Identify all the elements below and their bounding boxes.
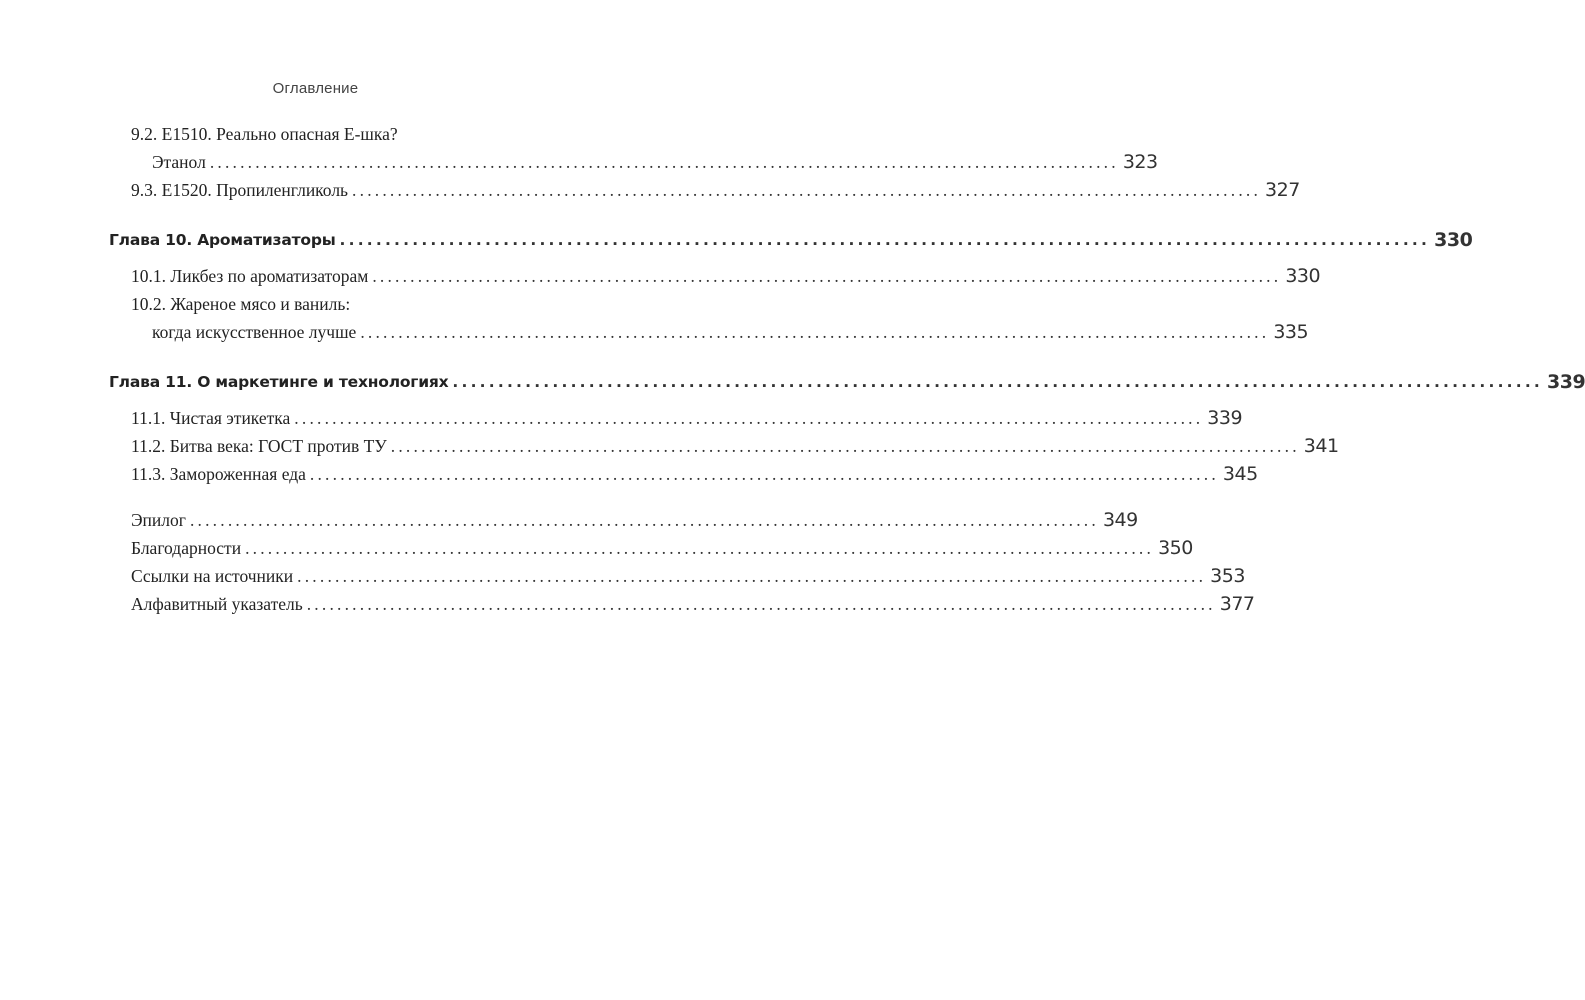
toc-entry-title: 11.2. Битва века: ГОСТ против ТУ	[131, 436, 387, 456]
toc-entry-references	[109, 562, 1245, 590]
dot-leader: ........................................................................................................................	[294, 408, 1204, 428]
toc-entry-title: 11.1. Чистая этикетка	[131, 408, 291, 428]
toc-page-number: 345	[1222, 463, 1258, 485]
toc-entry-9-2-line1: 9.2. E1510. Реально опасная Е-шка?	[131, 124, 398, 144]
dot-leader: ........................................................................................................................	[352, 180, 1262, 200]
dot-leader: ........................................................................................................................	[390, 436, 1300, 456]
toc-entry-epilogue	[109, 506, 1138, 534]
toc-page-number: 327	[1265, 179, 1300, 201]
dot-leader: ........................................................................................................................	[360, 322, 1270, 342]
toc-entry-title: Эпилог	[131, 510, 186, 530]
toc-entry-title: Этанол	[152, 152, 206, 172]
toc-entry-title: 11.3. Замороженная еда	[131, 464, 306, 484]
dot-leader: ........................................................................................................................	[189, 510, 1099, 530]
dot-leader: ........................................................................................................................	[306, 594, 1216, 614]
toc-page-number: 339	[1547, 371, 1585, 393]
toc-entry-11-1	[109, 404, 1243, 432]
dot-leader: ........................................................................................................................	[309, 464, 1219, 484]
toc-entry-9-2	[109, 148, 1158, 176]
toc-entry-9-3	[109, 176, 1300, 204]
toc-entry-acknowledgements	[109, 534, 1193, 562]
toc-chapter-title: Глава 11. О маркетинге и технологиях	[109, 373, 449, 391]
toc-chapter-10	[109, 226, 1473, 254]
running-head-title: Оглавление	[272, 80, 359, 97]
toc-page-number: 330	[1434, 229, 1473, 251]
toc-entry-10-1	[109, 262, 1321, 290]
toc-page-number: 330	[1285, 265, 1321, 287]
dot-leader: ........................................................................................................................	[209, 152, 1119, 172]
toc-chapter-title: Глава 10. Ароматизаторы	[109, 231, 336, 249]
toc-entry-10-2	[109, 318, 1309, 346]
toc-chapter-11	[109, 368, 1585, 396]
dot-leader: ........................................................................................................................	[297, 566, 1207, 586]
toc-entry-title: Благодарности	[131, 538, 242, 558]
toc-page-number: 353	[1210, 565, 1245, 587]
toc-entry-11-2	[109, 432, 1339, 460]
toc-entry-10-2-line1: 10.2. Жареное мясо и ваниль:	[131, 294, 351, 314]
toc-page-number: 323	[1122, 151, 1158, 173]
toc-entry-title: 9.3. E1520. Пропиленгликоль	[131, 180, 349, 200]
toc-entry-index	[109, 590, 1255, 618]
toc-entry-title: Алфавитный указатель	[131, 594, 303, 614]
toc-entry-title: Ссылки на источники	[131, 566, 294, 586]
toc-page-number: 349	[1102, 509, 1138, 531]
toc-page-number: 335	[1273, 321, 1309, 343]
toc-page-number: 341	[1303, 435, 1339, 457]
dot-leader: ........................................................................................................................	[452, 373, 1544, 391]
toc-page-number: 339	[1207, 407, 1243, 429]
dot-leader: ........................................................................................................................	[339, 231, 1431, 249]
toc-page-number: 350	[1158, 537, 1193, 559]
toc-entry-11-3	[109, 460, 1258, 488]
dot-leader: ........................................................................................................................	[372, 266, 1282, 286]
toc-entry-title: 10.1. Ликбез по ароматизаторам	[131, 266, 369, 286]
toc-page-number: 377	[1219, 593, 1255, 615]
dot-leader: ........................................................................................................................	[245, 538, 1155, 558]
table-of-contents	[109, 120, 1585, 618]
toc-entry-title: когда искусственное лучше	[152, 322, 357, 342]
